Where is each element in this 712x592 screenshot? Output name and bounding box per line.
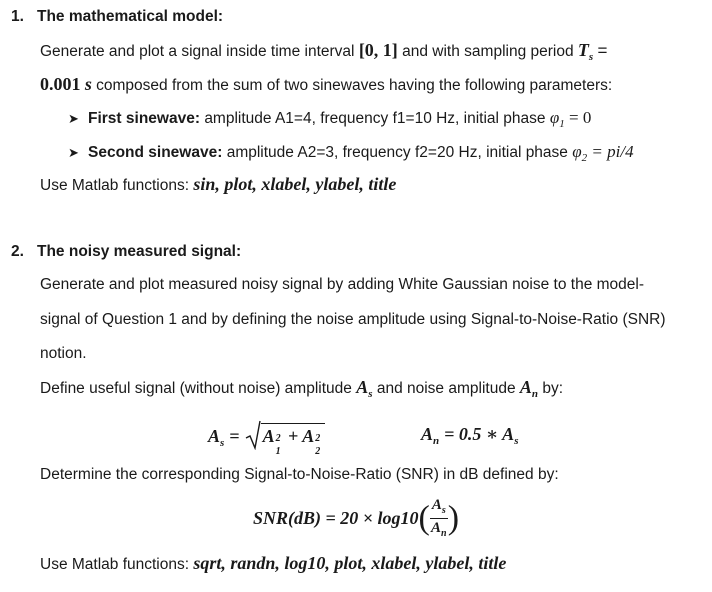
arrow-bullet-icon: ➤: [68, 111, 79, 126]
arrow-bullet-icon: ➤: [68, 145, 79, 160]
q1-sw1-label: First sinewave:: [88, 110, 200, 127]
q2-functions-label: Use Matlab functions:: [40, 556, 190, 573]
q1-line1: [40, 40, 607, 63]
eq-as-equals: =: [229, 426, 240, 446]
q1-ts-symbol: $T_s$: [577, 40, 594, 63]
close-paren-icon: ): [447, 499, 460, 537]
q1-line1-mid: and with sampling period: [402, 43, 574, 60]
q1-sw1-phase: $\varphi_1 = 0$: [549, 108, 592, 130]
equation-snr: [253, 498, 459, 539]
q2-functions: [40, 553, 506, 574]
q2-number: 2.: [11, 243, 24, 260]
q1-functions-list: sin, plot, xlabel, ylabel, title: [193, 174, 397, 194]
q2-functions-list: sqrt, randn, log10, plot, xlabel, ylabel, title: [193, 553, 507, 573]
q2-heading: [11, 243, 241, 261]
q2-define-mid: and noise amplitude: [376, 380, 516, 397]
q2-as-symbol: $A_s$: [356, 377, 373, 400]
eq-as-lhs: $A_s$: [208, 426, 225, 449]
sqrt-symbol: [245, 420, 326, 457]
q2-define-post: by:: [542, 380, 564, 397]
q1-heading-text: The mathematical model:: [37, 8, 224, 25]
eq-an-lhs: $A_n$: [421, 424, 440, 447]
q1-sw2-label: Second sinewave:: [88, 144, 223, 161]
q1-ts-unit: s: [84, 74, 92, 94]
snr-lhs: SNR(dB) = 20 × log10: [253, 508, 419, 528]
equation-an: [421, 424, 518, 447]
q2-para-line1: Generate and plot measured noisy signal by adding White Gaussian noise to the model-: [40, 276, 644, 293]
q1-functions: [40, 174, 396, 195]
q1-sinewave-1: [68, 108, 591, 130]
eq-an-rhs: = 0.5 ∗ $A_s$: [444, 424, 519, 447]
q1-line1-pre: Generate and plot a signal inside time interval: [40, 43, 355, 60]
radical-icon: [245, 420, 261, 450]
sqrt-radicand: A 2 1 + A 2 2: [261, 423, 326, 447]
q1-ts-value: 0.001: [40, 74, 81, 94]
q1-sinewave-2: [68, 142, 634, 164]
equation-as: [208, 420, 325, 457]
q2-define-pre: Define useful signal (without noise) amplitude: [40, 380, 352, 397]
q1-sw1-text: amplitude A1=4, frequency f1=10 Hz, initial phase: [204, 110, 546, 127]
q2-define-line: [40, 377, 563, 400]
snr-fraction: [430, 498, 448, 539]
snr-denominator: $A_n$: [431, 520, 447, 539]
q2-an-symbol: $A_n$: [519, 377, 539, 400]
snr-numerator: $A_s$: [430, 498, 448, 519]
q2-para-line2: signal of Question 1 and by defining the noise amplitude using Signal-to-Noise-Ratio (SNR): [40, 311, 666, 328]
q1-eq: =: [597, 41, 608, 60]
open-paren-icon: (: [418, 499, 430, 537]
q2-heading-text: The noisy measured signal:: [37, 243, 242, 260]
q1-line2: [40, 74, 612, 95]
q2-para-line3: notion.: [40, 345, 87, 362]
q2-snr-text: Determine the corresponding Signal-to-Noise-Ratio (SNR) in dB defined by:: [40, 466, 559, 483]
q1-line2-post: composed from the sum of two sinewaves having the following parameters:: [96, 77, 613, 94]
q1-interval: [0, 1]: [358, 40, 398, 60]
q1-sw2-text: amplitude A2=3, frequency f2=20 Hz, initial phase: [226, 144, 568, 161]
q1-heading: [11, 8, 223, 26]
q1-sw2-phase: $\varphi_2 = pi/4$: [572, 142, 634, 164]
q1-number: 1.: [11, 8, 24, 25]
q1-functions-label: Use Matlab functions:: [40, 177, 190, 194]
